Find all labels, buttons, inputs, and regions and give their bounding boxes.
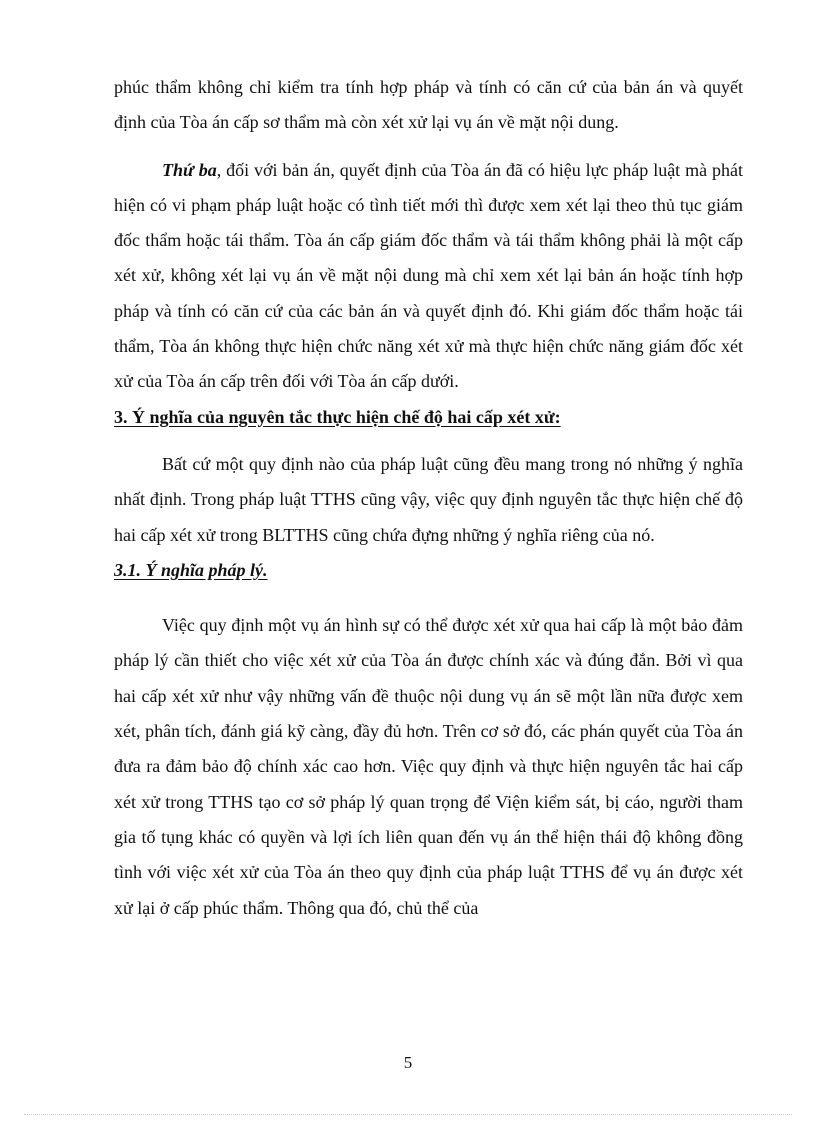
section-heading-3-1: 3.1. Ý nghĩa pháp lý. <box>114 559 268 580</box>
page-body <box>114 70 743 926</box>
page-number: 5 <box>403 1053 413 1072</box>
page-bottom-divider <box>24 1114 792 1115</box>
section-heading-3: 3. Ý nghĩa của nguyên tắc thực hiện chế độ hai cấp xét xử: <box>114 406 561 427</box>
paragraph-thu-ba-body: , đối với bản án, quyết định của Tòa án đã có hiệu lực pháp luật mà phát hiện có vi phạm pháp luật hoặc có tình tiết mới thì được xem xét lại theo thủ tục giám đốc thẩm hoặc tái thẩm. Tòa án cấp giám đốc thẩm và tái thẩm không phải là một cấp xét xử, không xét lại vụ án về mặt nội dung mà chỉ xem xét lại bản án hoặc tính hợp pháp và tính có căn cứ của các bản án và quyết định đó. Khi giám đốc thẩm hoặc tái thẩm, Tòa án không thực hiện chức năng xét xử mà thực hiện chức năng giám đốc xét xử của Tòa án cấp trên đối với Tòa án cấp dưới. <box>114 159 743 392</box>
paragraph-thu-ba <box>114 153 743 400</box>
lead-term-thu-ba: Thứ ba <box>162 159 217 180</box>
paragraph-continuation: phúc thẩm không chỉ kiểm tra tính hợp pháp và tính có căn cứ của bản án và quyết định của Tòa án cấp sơ thẩm mà còn xét xử lại vụ án về mặt nội dung. <box>114 77 743 133</box>
paragraph-legal-significance: Việc quy định một vụ án hình sự có thể được xét xử qua hai cấp là một bảo đảm pháp lý cần thiết cho việc xét xử của Tòa án được chính xác và đúng đắn. Bởi vì qua hai cấp xét xử như vậy những vấn đề thuộc nội dung vụ án sẽ một lần nữa được xem xét, phân tích, đánh giá kỹ càng, đầy đủ hơn. Trên cơ sở đó, các phán quyết của Tòa án đưa ra đảm bảo độ chính xác cao hơn. Việc quy định và thực hiện nguyên tắc hai cấp xét xử trong TTHS tạo cơ sở pháp lý quan trọng để Viện kiểm sát, bị cáo, người tham gia tố tụng khác có quyền và lợi ích liên quan đến vụ án thể hiện thái độ không đồng tình với việc xét xử của Tòa án theo quy định của pháp luật TTHS để vụ án được xét xử lại ở cấp phúc thẩm. Thông qua đó, chủ thể của <box>114 615 743 918</box>
paragraph-significance-intro: Bất cứ một quy định nào của pháp luật cũng đều mang trong nó những ý nghĩa nhất định. Trong pháp luật TTHS cũng vậy, việc quy định nguyên tắc thực hiện chế độ hai cấp xét xử trong BLTTHS cũng chứa đựng những ý nghĩa riêng của nó. <box>114 453 743 545</box>
